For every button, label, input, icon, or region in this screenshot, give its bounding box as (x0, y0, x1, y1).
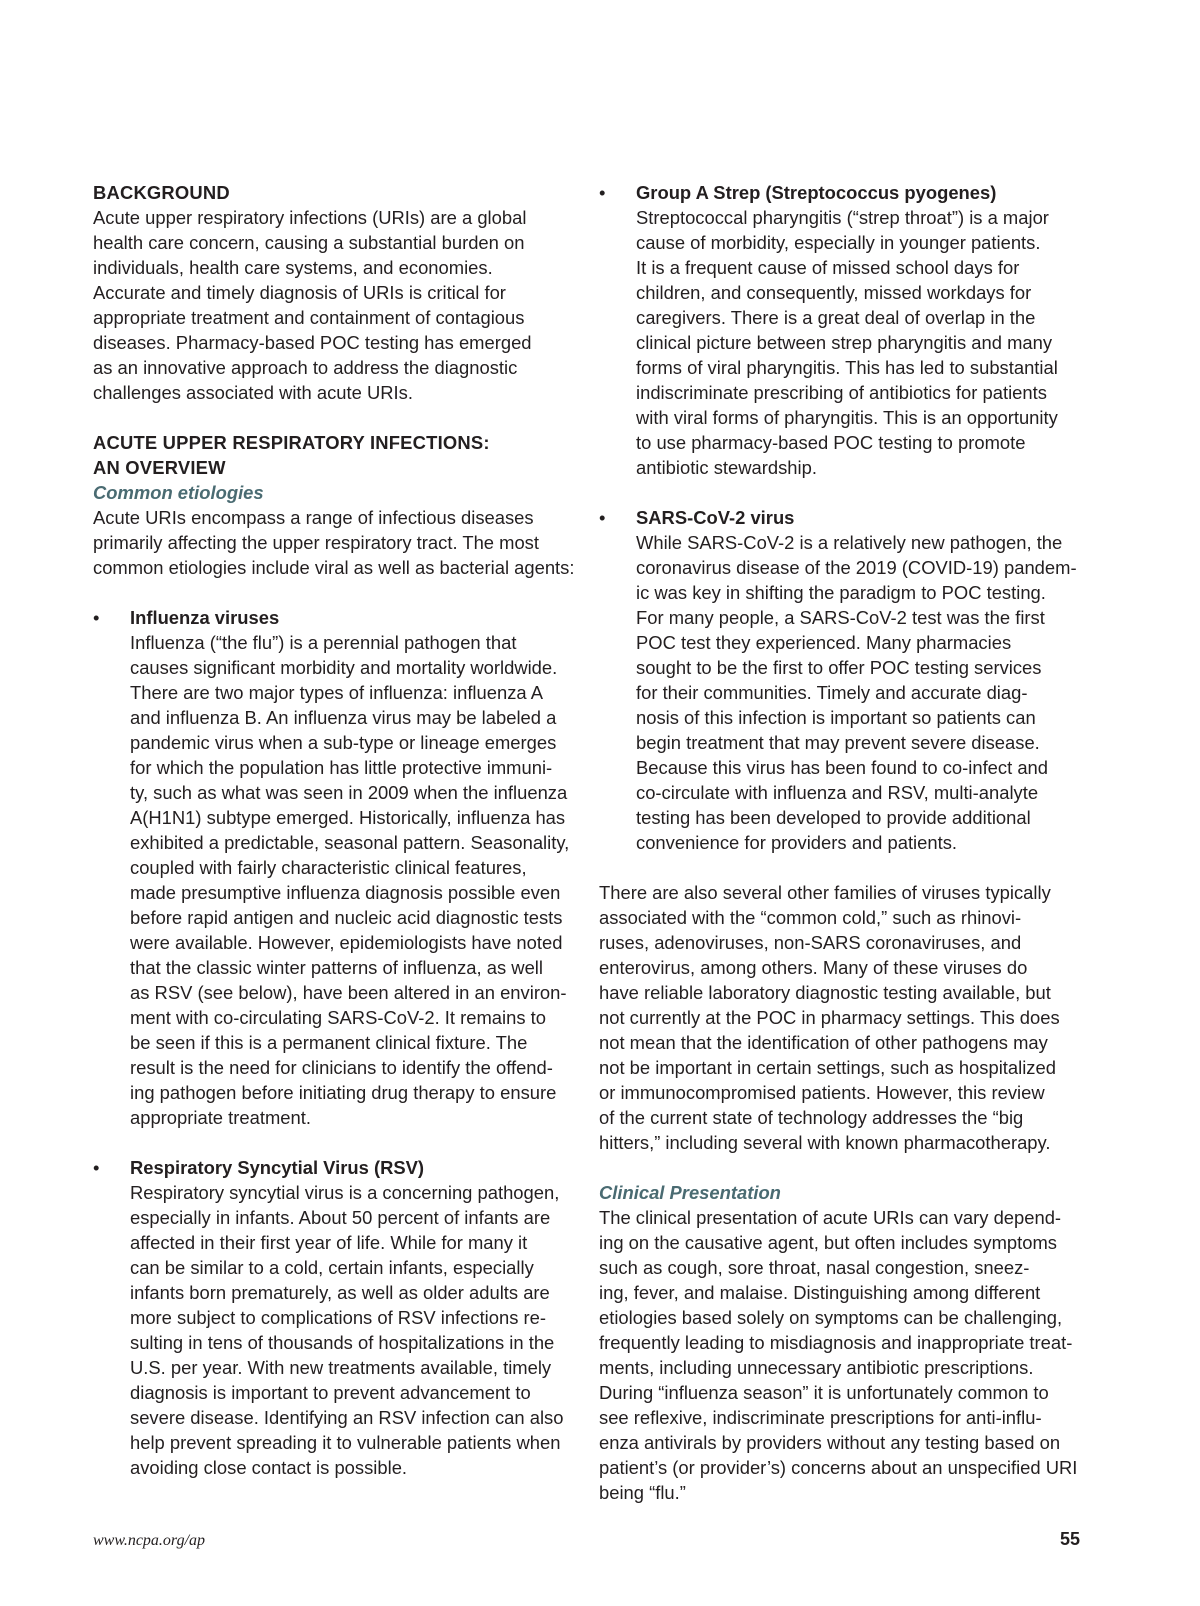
text-line: more subject to complications of RSV infections re- (130, 1307, 547, 1328)
text-line: ruses, adenoviruses, non-SARS coronaviruses, and (599, 932, 1022, 953)
text-line: not mean that the identification of other pathogens may (599, 1032, 1048, 1053)
text-line: convenience for providers and patients. (636, 832, 958, 853)
text-line: and influenza B. An influenza virus may be labeled a (130, 707, 557, 728)
text-line: ments, including unnecessary antibiotic prescriptions. (599, 1357, 1034, 1378)
text-line: clinical picture between strep pharyngitis and many (636, 332, 1053, 353)
text-line: There are two major types of influenza: influenza A (130, 682, 543, 703)
text-line: coupled with fairly characteristic clinical features, (130, 857, 527, 878)
overview-paragraph (93, 505, 581, 580)
text-line: ing, fever, and malaise. Distinguishing among different (599, 1282, 1041, 1303)
text-line: for their communities. Timely and accurate diag- (636, 682, 1028, 703)
bullet-dot: • (93, 607, 100, 628)
left-column (93, 180, 581, 1480)
text-line: For many people, a SARS-CoV-2 test was the first (636, 607, 1045, 628)
text-line: of the current state of technology addresses the “big (599, 1107, 1024, 1128)
text-line: primarily affecting the upper respiratory tract. The most (93, 532, 539, 553)
clinical-paragraph (599, 1205, 1097, 1505)
text-line: U.S. per year. With new treatments available, timely (130, 1357, 552, 1378)
text-line: sought to be the first to offer POC testing services (636, 657, 1042, 678)
text-line: being “flu.” (599, 1482, 686, 1503)
text-line: forms of viral pharyngitis. This has led to substantial (636, 357, 1058, 378)
text-line: challenges associated with acute URIs. (93, 382, 413, 403)
text-line: While SARS-CoV-2 is a relatively new pathogen, the (636, 532, 1063, 553)
text-line: enterovirus, among others. Many of these viruses do (599, 957, 1028, 978)
text-line: appropriate treatment and containment of contagious (93, 307, 525, 328)
text-line: ic was key in shifting the paradigm to POC testing. (636, 582, 1046, 603)
text-line: not be important in certain settings, such as hospitalized (599, 1057, 1056, 1078)
bullet-sars (599, 505, 1097, 855)
text-line: health care concern, causing a substantial burden on (93, 232, 525, 253)
text-line: see reflexive, indiscriminate prescriptions for anti-influ- (599, 1407, 1042, 1428)
strep-title: Group A Strep (Streptococcus pyogenes) (636, 182, 997, 203)
bullet-dot: • (599, 182, 606, 203)
bullet-influenza (93, 605, 581, 1130)
text-line: indiscriminate prescribing of antibiotics for patients (636, 382, 1047, 403)
text-line: as an innovative approach to address the diagnostic (93, 357, 518, 378)
text-line: exhibited a predictable, seasonal pattern. Seasonality, (130, 832, 570, 853)
page-number: 55 (1059, 1529, 1080, 1549)
text-line: were available. However, epidemiologists have noted (130, 932, 563, 953)
text-line: that the classic winter patterns of influenza, as well (130, 957, 543, 978)
text-line: help prevent spreading it to vulnerable patients when (130, 1432, 561, 1453)
text-line: sulting in tens of thousands of hospitalizations in the (130, 1332, 555, 1353)
bullet-rsv (93, 1155, 581, 1480)
text-line: etiologies based solely on symptoms can be challenging, (599, 1307, 1063, 1328)
text-line: Acute upper respiratory infections (URIs) are a global (93, 207, 527, 228)
text-line: Streptococcal pharyngitis (“strep throat”) is a major (636, 207, 1049, 228)
text-line: appropriate treatment. (130, 1107, 311, 1128)
right-column (599, 180, 1097, 1505)
text-line: ty, such as what was seen in 2009 when the influenza (130, 782, 568, 803)
text-line: with viral forms of pharyngitis. This is an opportunity (636, 407, 1058, 428)
text-line: such as cough, sore throat, nasal congestion, sneez- (599, 1257, 1030, 1278)
text-line: POC test they experienced. Many pharmacies (636, 632, 1012, 653)
text-line: testing has been developed to provide additional (636, 807, 1031, 828)
text-line: hitters,” including several with known pharmacotherapy. (599, 1132, 1051, 1153)
clinical-presentation-subheading: Clinical Presentation (599, 1182, 781, 1203)
common-etiologies-subheading: Common etiologies (93, 482, 264, 503)
text-line: not currently at the POC in pharmacy settings. This does (599, 1007, 1060, 1028)
text-line: cause of morbidity, especially in younger patients. (636, 232, 1041, 253)
text-line: to use pharmacy-based POC testing to promote (636, 432, 1026, 453)
rsv-title: Respiratory Syncytial Virus (RSV) (130, 1157, 425, 1178)
bullet-strep (599, 180, 1097, 480)
text-line: individuals, health care systems, and economies. (93, 257, 493, 278)
sars-title: SARS-CoV-2 virus (636, 507, 795, 528)
text-line: avoiding close contact is possible. (130, 1457, 408, 1478)
text-line: as RSV (see below), have been altered in an environ- (130, 982, 567, 1003)
text-line: Acute URIs encompass a range of infectious diseases (93, 507, 534, 528)
text-line: begin treatment that may prevent severe disease. (636, 732, 1040, 753)
text-line: Respiratory syncytial virus is a concerning pathogen, (130, 1182, 560, 1203)
text-line: pandemic virus when a sub-type or lineage emerges (130, 732, 557, 753)
text-line: result is the need for clinicians to identify the offend- (130, 1057, 553, 1078)
text-line: causes significant morbidity and mortality worldwide. (130, 657, 558, 678)
text-line: ing on the causative agent, but often includes symptoms (599, 1232, 1057, 1253)
text-line: antibiotic stewardship. (636, 457, 817, 478)
bullet-dot: • (599, 507, 606, 528)
text-line: co-circulate with influenza and RSV, multi-analyte (636, 782, 1039, 803)
background-paragraph (93, 205, 581, 405)
text-line: infants born prematurely, as well as older adults are (130, 1282, 550, 1303)
text-line: Accurate and timely diagnosis of URIs is critical for (93, 282, 506, 303)
text-line: frequently leading to misdiagnosis and inappropriate treat- (599, 1332, 1073, 1353)
overview-heading-line2: AN OVERVIEW (93, 457, 226, 478)
footer-url: www.ncpa.org/ap (93, 1532, 206, 1549)
other-viruses-paragraph (599, 880, 1097, 1155)
text-line: enza antivirals by providers without any testing based on (599, 1432, 1061, 1453)
text-line: The clinical presentation of acute URIs can vary depend- (599, 1207, 1062, 1228)
text-line: diseases. Pharmacy-based POC testing has emerged (93, 332, 532, 353)
text-line: or immunocompromised patients. However, this review (599, 1082, 1045, 1103)
bullet-dot: • (93, 1157, 100, 1178)
text-line: affected in their first year of life. While for many it (130, 1232, 528, 1253)
text-line: caregivers. There is a great deal of overlap in the (636, 307, 1036, 328)
text-line: During “influenza season” it is unfortunately common to (599, 1382, 1049, 1403)
background-heading: BACKGROUND (93, 182, 230, 203)
text-line: ment with co-circulating SARS-CoV-2. It remains to (130, 1007, 546, 1028)
text-line: patient’s (or provider’s) concerns about an unspecified URI (599, 1457, 1078, 1478)
text-line: It is a frequent cause of missed school days for (636, 257, 1020, 278)
text-line: severe disease. Identifying an RSV infection can also (130, 1407, 564, 1428)
text-line: be seen if this is a permanent clinical fixture. The (130, 1032, 528, 1053)
rsv-paragraph (130, 1180, 581, 1480)
text-line: made presumptive influenza diagnosis possible even (130, 882, 561, 903)
text-line: ing pathogen before initiating drug therapy to ensure (130, 1082, 557, 1103)
text-line: before rapid antigen and nucleic acid diagnostic tests (130, 907, 563, 928)
text-line: associated with the “common cold,” such as rhinovi- (599, 907, 1022, 928)
text-line: common etiologies include viral as well as bacterial agents: (93, 557, 575, 578)
text-line: for which the population has little protective immuni- (130, 757, 553, 778)
text-line: nosis of this infection is important so patients can (636, 707, 1036, 728)
text-line: diagnosis is important to prevent advancement to (130, 1382, 531, 1403)
influenza-paragraph (130, 630, 581, 1130)
text-line: especially in infants. About 50 percent of infants are (130, 1207, 551, 1228)
text-line: can be similar to a cold, certain infants, especially (130, 1257, 534, 1278)
text-line: A(H1N1) subtype emerged. Historically, influenza has (130, 807, 566, 828)
text-line: have reliable laboratory diagnostic testing available, but (599, 982, 1051, 1003)
text-line: children, and consequently, missed workdays for (636, 282, 1032, 303)
strep-paragraph (636, 205, 1097, 480)
overview-heading-line1: ACUTE UPPER RESPIRATORY INFECTIONS: (93, 432, 490, 453)
influenza-title: Influenza viruses (130, 607, 280, 628)
text-line: Because this virus has been found to co-infect and (636, 757, 1049, 778)
text-line: coronavirus disease of the 2019 (COVID-19) pandem- (636, 557, 1077, 578)
sars-paragraph (636, 530, 1097, 855)
text-line: There are also several other families of viruses typically (599, 882, 1051, 903)
text-line: Influenza (“the flu”) is a perennial pathogen that (130, 632, 517, 653)
